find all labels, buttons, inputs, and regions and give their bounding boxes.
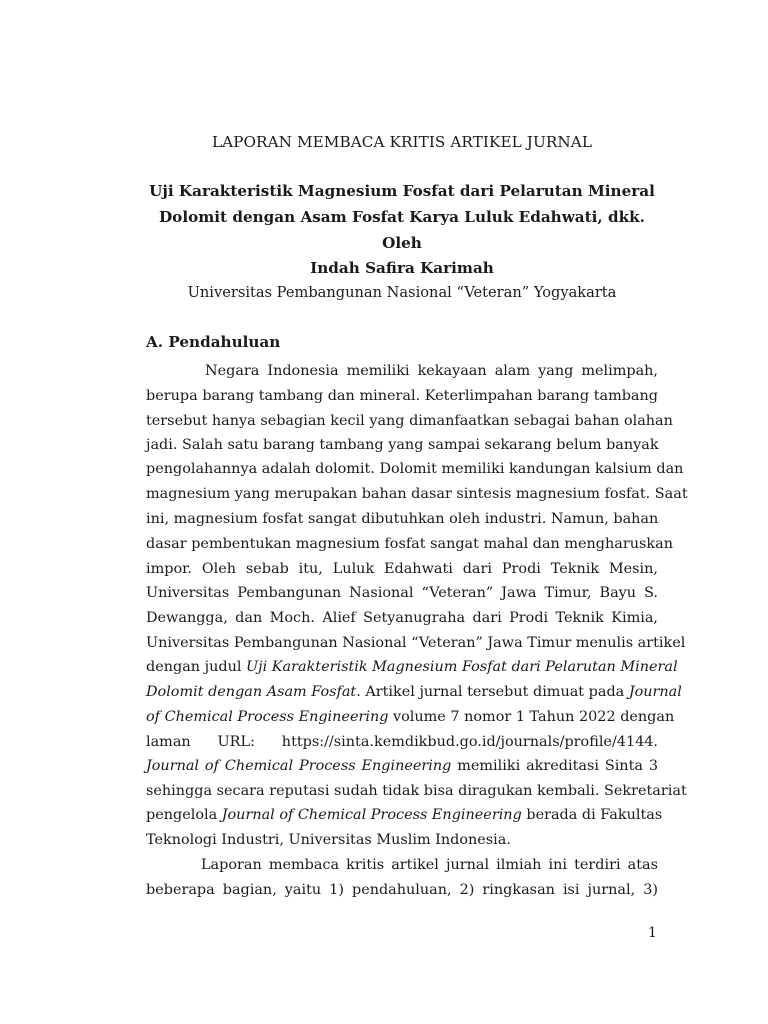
- body-line: dasar pembentukan magnesium fosfat sangat mahal dan mengharuskan: [146, 536, 673, 552]
- body-line: tersebut hanya sebagian kecil yang dimanfaatkan sebagai bahan olahan: [146, 413, 673, 429]
- body-line: jadi. Salah satu barang tambang yang sampai sekarang belum banyak: [146, 437, 659, 453]
- body-line: pengolahannya adalah dolomit. Dolomit memiliki kandungan kalsium dan: [146, 461, 684, 477]
- body-text: . Artikel jurnal tersebut dimuat pada: [356, 684, 629, 700]
- report-title: LAPORAN MEMBACA KRITIS ARTIKEL JURNAL: [211, 133, 593, 151]
- body-line: [146, 757, 658, 775]
- body-text: dengan judul: [146, 659, 247, 675]
- body-line: Universitas Pembangunan Nasional “Veteran” Jawa Timur, Bayu S.: [146, 585, 658, 601]
- body-line: sehingga secara reputasi sudah tidak bisa diragukan kembali. Sekretariat: [146, 783, 687, 799]
- page-number: 1: [648, 925, 657, 941]
- article-title-line-2: Dolomit dengan Asam Fosfat Karya Luluk Edahwati, dkk.: [159, 208, 645, 226]
- body-text: memiliki akreditasi Sinta 3: [451, 758, 658, 774]
- body-line: beberapa bagian, yaitu 1) pendahuluan, 2) ringkasan isi jurnal, 3): [146, 882, 658, 898]
- body-line: [146, 806, 663, 824]
- body-text: volume 7 nomor 1 Tahun 2022 dengan: [388, 709, 675, 725]
- body-line: laman URL: https://sinta.kemdikbud.go.id/journals/profile/4144.: [146, 734, 658, 750]
- body-line: [146, 658, 678, 676]
- body-line: Laporan membaca kritis artikel jurnal ilmiah ini terdiri atas: [201, 857, 658, 873]
- body-text: berada di Fakultas: [521, 807, 663, 823]
- article-title-line-1: Uji Karakteristik Magnesium Fosfat dari Pelarutan Mineral: [149, 182, 655, 200]
- body-line: Dewangga, dan Moch. Alief Setyanugraha dari Prodi Teknik Kimia,: [146, 610, 658, 626]
- body-line: Negara Indonesia memiliki kekayaan alam yang melimpah,: [205, 363, 658, 379]
- body-line: ini, magnesium fosfat sangat dibutuhkan oleh industri. Namun, bahan: [146, 511, 659, 527]
- body-line: impor. Oleh sebab itu, Luluk Edahwati dari Prodi Teknik Mesin,: [146, 561, 658, 577]
- author-name: Indah Safira Karimah: [310, 259, 494, 277]
- by-label: Oleh: [382, 234, 422, 252]
- author-affiliation: Universitas Pembangunan Nasional “Veteran” Yogyakarta: [187, 284, 617, 301]
- journal-name-italic: Journal: [628, 684, 682, 700]
- section-heading: A. Pendahuluan: [146, 333, 281, 351]
- body-line: [146, 683, 682, 701]
- body-line: Universitas Pembangunan Nasional “Veteran” Jawa Timur menulis artikel: [146, 635, 686, 651]
- article-title-italic: Uji Karakteristik Magnesium Fosfat dari Pelarutan Mineral: [246, 659, 678, 675]
- journal-name-italic: Journal of Chemical Process Engineering: [146, 758, 452, 774]
- journal-name-italic: of Chemical Process Engineering: [146, 709, 389, 725]
- body-text: pengelola: [146, 807, 222, 823]
- body-line: magnesium yang merupakan bahan dasar sintesis magnesium fosfat. Saat: [146, 486, 688, 502]
- journal-name-italic: Journal of Chemical Process Engineering: [221, 807, 522, 823]
- body-line: berupa barang tambang dan mineral. Keterlimpahan barang tambang: [146, 388, 658, 404]
- article-title-italic: Dolomit dengan Asam Fosfat: [146, 684, 357, 700]
- body-line: [146, 708, 675, 726]
- body-line: Teknologi Industri, Universitas Muslim Indonesia.: [146, 832, 511, 848]
